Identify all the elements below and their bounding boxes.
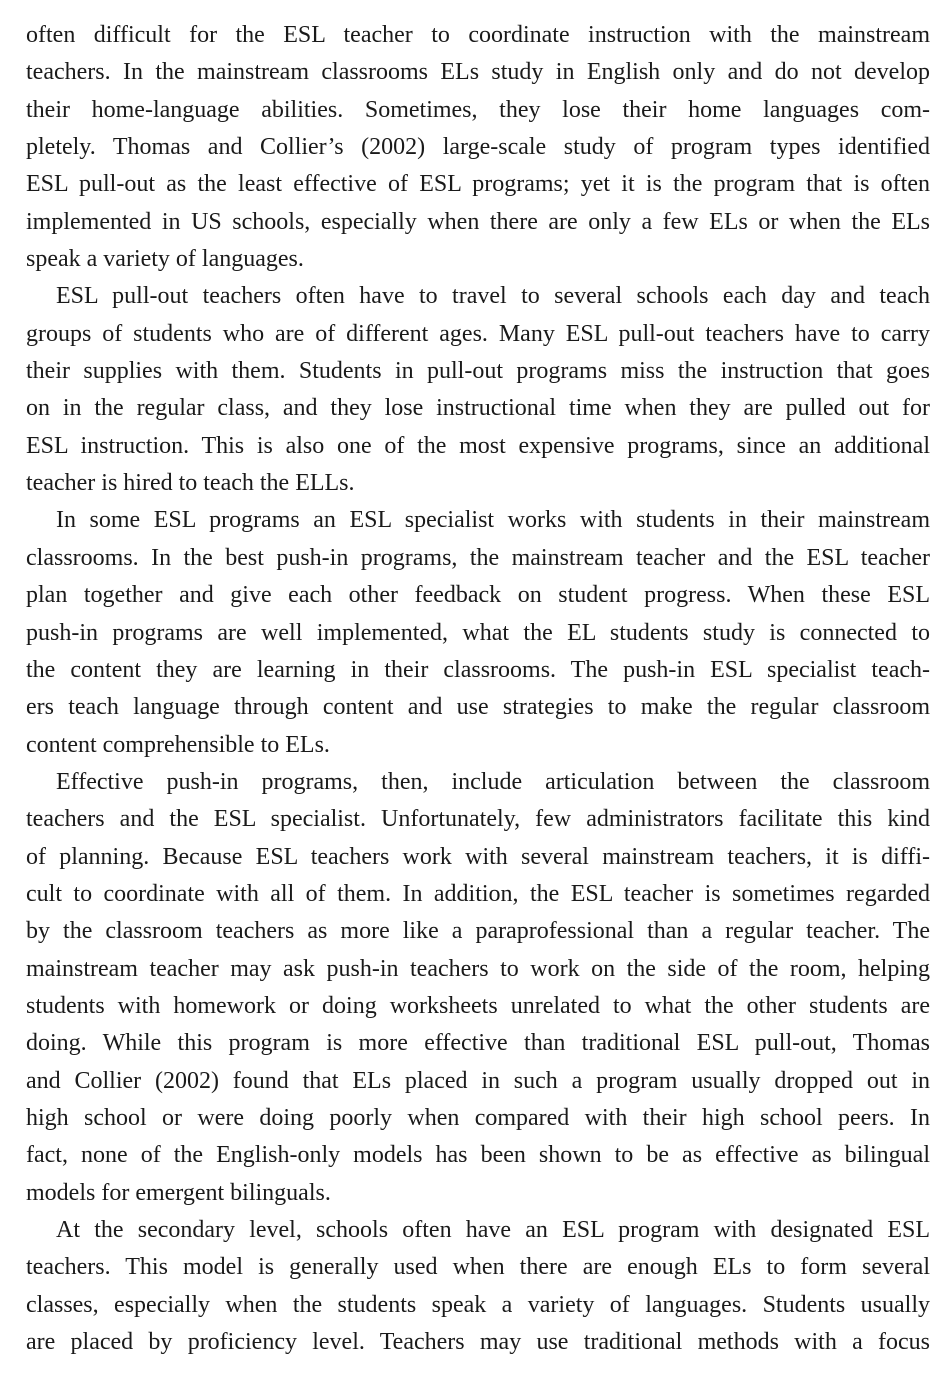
text-line: the content they are learning in their classrooms. The push-in ESL specialist teach- (26, 656, 930, 683)
text-line: cult to coordinate with all of them. In addition, the ESL teacher is sometimes regarded (26, 880, 930, 907)
text-line: speak a variety of languages. (26, 246, 304, 273)
text-line: classrooms. In the best push-in programs, the mainstream teacher and the ESL teacher (26, 544, 930, 571)
text-line: their home-language abilities. Sometimes, they lose their home languages com- (26, 96, 930, 123)
text-line: ESL pull-out as the least effective of ESL programs; yet it is the program that is often (26, 171, 930, 198)
text-line: teacher is hired to teach the ELLs. (26, 470, 355, 497)
text-line: teachers. This model is generally used when there are enough ELs to form several (26, 1254, 930, 1281)
text-line: and Collier (2002) found that ELs placed in such a program usually dropped out in (26, 1067, 930, 1094)
paragraph-4 (26, 764, 930, 1212)
text-line: teachers and the ESL specialist. Unfortunately, few administrators facilitate this kind (26, 806, 930, 833)
text-line: mainstream teacher may ask push-in teachers to work on the side of the room, helping (26, 955, 930, 982)
text-line: classes, especially when the students speak a variety of languages. Students usually (26, 1291, 930, 1318)
text-line: often difficult for the ESL teacher to coordinate instruction with the mainstream (26, 22, 930, 48)
text-line: plan together and give each other feedback on student progress. When these ESL (26, 582, 930, 609)
text-line: pletely. Thomas and Collier’s (2002) large-scale study of program types identified (26, 134, 930, 161)
paragraph-5 (26, 1212, 930, 1361)
text-line: content comprehensible to ELs. (26, 731, 330, 758)
text-line: on in the regular class, and they lose instructional time when they are pulled out for (26, 395, 930, 422)
text-line: high school or were doing poorly when compared with their high school peers. In (26, 1104, 930, 1131)
paragraph-1 (26, 17, 930, 278)
text-line: are placed by proficiency level. Teachers may use traditional methods with a focus (26, 1329, 930, 1356)
text-line: ESL instruction. This is also one of the most expensive programs, since an additional (26, 432, 930, 459)
text-line: push-in programs are well implemented, what the EL students study is connected to (26, 619, 930, 646)
text-line: ers teach language through content and use strategies to make the regular classroom (26, 694, 930, 721)
paragraph-2 (26, 278, 930, 502)
text-line: implemented in US schools, especially when there are only a few ELs or when the ELs (26, 208, 930, 235)
text-line: In some ESL programs an ESL specialist works with students in their mainstream (56, 507, 930, 534)
text-line: students with homework or doing worksheets unrelated to what the other students are (26, 992, 930, 1019)
text-line: fact, none of the English-only models has been shown to be as effective as bilingual (26, 1142, 930, 1169)
text-line: doing. While this program is more effective than traditional ESL pull-out, Thomas (26, 1030, 930, 1057)
text-line: of planning. Because ESL teachers work with several mainstream teachers, it is diffi- (26, 843, 930, 870)
text-line: by the classroom teachers as more like a paraprofessional than a regular teacher. The (26, 918, 930, 945)
text-line: At the secondary level, schools often have an ESL program with designated ESL (56, 1217, 930, 1243)
text-line: ESL pull-out teachers often have to travel to several schools each day and teach (56, 283, 930, 310)
document-page (26, 17, 930, 1361)
text-line: teachers. In the mainstream classrooms ELs study in English only and do not develop (26, 59, 930, 86)
text-line: groups of students who are of different ages. Many ESL pull-out teachers have to carry (26, 320, 930, 347)
text-line: models for emergent bilinguals. (26, 1179, 331, 1206)
text-line: Effective push-in programs, then, include articulation between the classroom (56, 768, 930, 795)
text-line: their supplies with them. Students in pull-out programs miss the instruction that goes (26, 358, 930, 385)
paragraph-3 (26, 502, 930, 763)
